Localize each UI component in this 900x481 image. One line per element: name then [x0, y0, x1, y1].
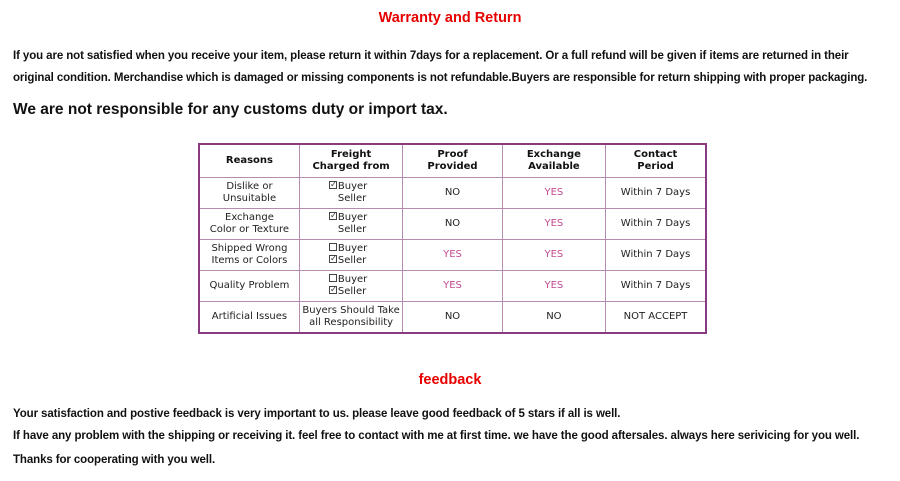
- checkbox-icon: [329, 286, 337, 294]
- contact-cell: Within 7 Days: [606, 209, 706, 240]
- warranty-title: Warranty and Return: [378, 10, 522, 26]
- exchange-cell: YES: [502, 240, 605, 271]
- feedback-line-3: Thanks for cooperating with you well.: [13, 454, 216, 466]
- freight-option-label: Buyer: [337, 212, 368, 223]
- return-policy-paragraph: [13, 45, 898, 89]
- contact-cell: NOT ACCEPT: [606, 302, 706, 334]
- exchange-cell: YES: [502, 209, 605, 240]
- checkbox-icon: [329, 255, 337, 263]
- checkbox-icon: [329, 274, 337, 282]
- header-exchange: [502, 144, 605, 178]
- freight-option-label: Seller: [337, 224, 367, 235]
- header-contact: [606, 144, 706, 178]
- return-policy-line-1: If you are not satisfied when you receive your item, please return it within 7days for a replacement. Or a full refund will be given if items are returned in their: [13, 50, 849, 62]
- exchange-cell: YES: [502, 271, 605, 302]
- contact-cell: Within 7 Days: [606, 240, 706, 271]
- feedback-title: feedback: [418, 372, 482, 388]
- header-freight: [299, 144, 402, 178]
- proof-cell: NO: [403, 302, 502, 334]
- table-row: [199, 178, 706, 209]
- freight-option-label: Seller: [337, 286, 367, 297]
- header-contact-line-2: Period: [637, 161, 674, 172]
- freight-option-buyer: [302, 212, 400, 224]
- checkbox-icon: [329, 212, 337, 220]
- proof-cell: YES: [403, 271, 502, 302]
- freight-option-seller: [302, 286, 400, 298]
- header-reasons-label: Reasons: [225, 155, 273, 166]
- freight-option-label: Buyer: [337, 274, 368, 285]
- reason-line-1: Shipped Wrong: [211, 243, 288, 254]
- table-header-row: [199, 144, 706, 178]
- reason-line-2: Unsuitable: [222, 193, 277, 204]
- reason-cell: [199, 178, 299, 209]
- proof-cell: NO: [403, 178, 502, 209]
- header-proof-line-2: Provided: [427, 161, 478, 172]
- feedback-line-1: Your satisfaction and postive feedback is very important to us. please leave good feedback of 5 stars if all is well.: [13, 408, 621, 420]
- freight-cell: [299, 240, 402, 271]
- freight-option-label: Buyer: [337, 243, 368, 254]
- checkbox-icon: [329, 181, 337, 189]
- freight-cell: [299, 178, 402, 209]
- proof-cell: YES: [403, 240, 502, 271]
- table-row: [199, 209, 706, 240]
- return-policy-line-2: original condition. Merchandise which is damaged or missing components is not refundable.Buyers are responsible for return shipping with proper packaging.: [13, 72, 868, 84]
- freight-text-line-1: Buyers Should Take: [302, 305, 400, 316]
- table-row: [199, 271, 706, 302]
- header-reasons: [199, 144, 299, 178]
- reason-cell: Quality Problem: [199, 271, 299, 302]
- reason-line-2: Items or Colors: [211, 255, 288, 266]
- feedback-line-2: If have any problem with the shipping or receiving it. feel free to contact with me at first time. we have the good aftersales. always here serivicing for you well.: [13, 430, 860, 442]
- header-proof-line-1: Proof: [437, 149, 468, 160]
- header-contact-line-1: Contact: [633, 149, 678, 160]
- freight-option-seller: [302, 193, 400, 205]
- reason-line-1: Exchange: [225, 212, 274, 223]
- contact-cell: Within 7 Days: [606, 271, 706, 302]
- freight-option-seller: [302, 224, 400, 236]
- freight-option-seller: [302, 255, 400, 267]
- proof-cell: NO: [403, 209, 502, 240]
- table-row: [199, 302, 706, 334]
- reason-cell: [199, 209, 299, 240]
- freight-option-label: Buyer: [337, 181, 368, 192]
- reason-cell: [199, 240, 299, 271]
- return-policy-table: [198, 143, 707, 334]
- table-row: [199, 240, 706, 271]
- contact-cell: Within 7 Days: [606, 178, 706, 209]
- customs-notice: We are not responsible for any customs duty or import tax.: [13, 101, 448, 118]
- freight-option-buyer: [302, 181, 400, 193]
- freight-text-line-2: all Responsibility: [309, 317, 394, 328]
- freight-option-label: Seller: [337, 193, 367, 204]
- header-exchange-line-1: Exchange: [526, 149, 581, 160]
- freight-option-buyer: [302, 243, 400, 255]
- freight-cell: [299, 302, 402, 334]
- reason-line-2: Color or Texture: [209, 224, 290, 235]
- freight-cell: [299, 209, 402, 240]
- header-freight-line-1: Freight: [330, 149, 372, 160]
- checkbox-icon: [329, 243, 337, 251]
- header-exchange-line-2: Available: [528, 161, 580, 172]
- header-proof: [403, 144, 502, 178]
- freight-cell: [299, 271, 402, 302]
- exchange-cell: NO: [502, 302, 605, 334]
- freight-option-buyer: [302, 274, 400, 286]
- header-freight-line-2: Charged from: [312, 161, 390, 172]
- reason-cell: Artificial Issues: [199, 302, 299, 334]
- freight-option-label: Seller: [337, 255, 367, 266]
- reason-line-1: Dislike or: [226, 181, 273, 192]
- exchange-cell: YES: [502, 178, 605, 209]
